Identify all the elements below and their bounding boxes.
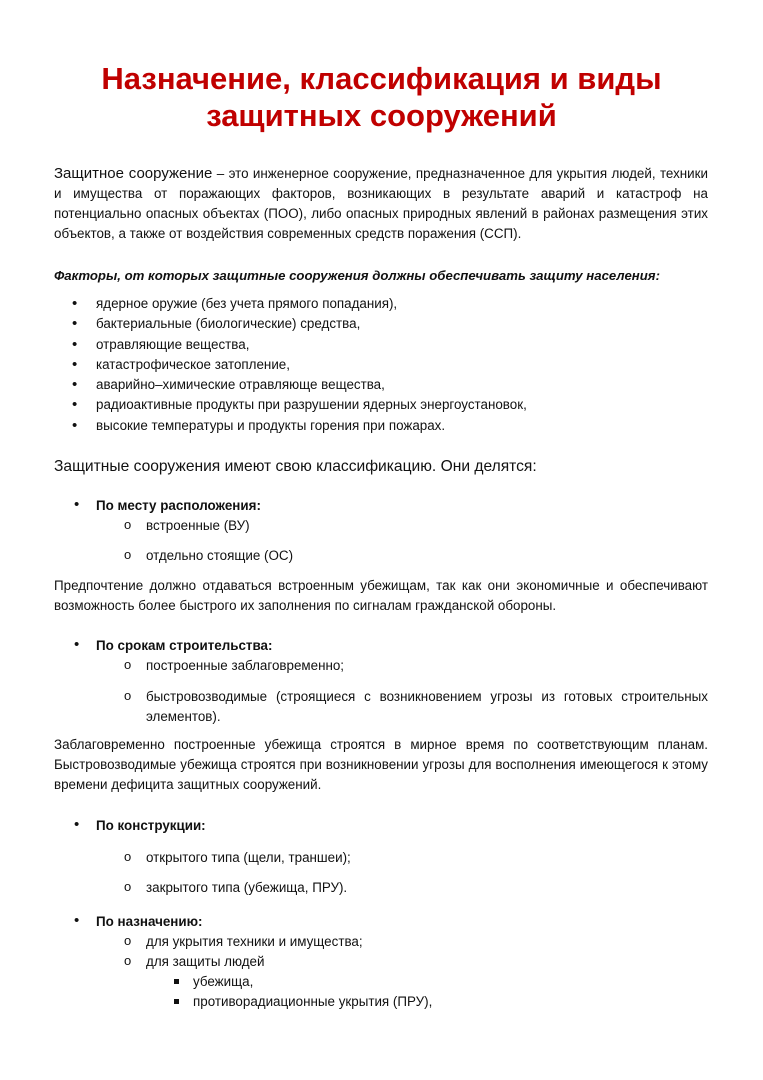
list-item: o открытого типа (щели, траншеи); xyxy=(54,848,708,868)
list-item: o закрытого типа (убежища, ПРУ). xyxy=(54,878,708,898)
location-heading: • По месту расположения: xyxy=(54,496,708,516)
list-item: противорадиационные укрытия (ПРУ), xyxy=(54,992,708,1012)
intro-term: Защитное сооружение xyxy=(54,165,213,182)
list-item: убежища, xyxy=(54,972,708,992)
purpose-heading: • По назначению: xyxy=(54,912,708,932)
list-item: • катастрофическое затопление, xyxy=(54,355,708,375)
list-item: • ядерное оружие (без учета прямого попадания), xyxy=(54,294,708,314)
list-item: o встроенные (ВУ) xyxy=(54,516,708,536)
list-item: • бактериальные (биологические) средства, xyxy=(54,314,708,334)
intro-paragraph xyxy=(54,164,708,244)
factors-list xyxy=(54,294,708,436)
design-group xyxy=(54,816,708,898)
location-note: Предпочтение должно отдаваться встроенным убежищам, так как они экономичные и обеспечивают возможность более быстрого их заполнения по сигналам гражданской обороны. xyxy=(54,578,708,613)
intro-definition: – это инженерное сооружение, предназначенное для укрытия людей, техники и имущества от поражающих факторов, возникающих в результате аварий и катастроф на потенциально опасных объектах (ПОО), либо опасных природных явлений в районах размещения этих объектов, а также от воздействия современных средств поражения (ССП). xyxy=(54,166,708,241)
design-heading: • По конструкции: xyxy=(54,816,708,836)
classification-heading: Защитные сооружения имеют свою классификацию. Они делятся: xyxy=(54,458,537,475)
list-item: • радиоактивные продукты при разрушении ядерных энергоустановок, xyxy=(54,395,708,415)
purpose-group xyxy=(54,912,708,1012)
list-item: • аварийно–химические отравляюще вещества, xyxy=(54,375,708,395)
list-item: o отдельно стоящие (ОС) xyxy=(54,546,708,566)
list-item: o для укрытия техники и имущества; xyxy=(54,932,708,952)
list-item: o быстровозводимые (строящиеся с возникновением угрозы из готовых строительных элементов). xyxy=(54,687,708,727)
list-item: o для защиты людей xyxy=(54,952,708,972)
location-group xyxy=(54,496,708,566)
list-item: • высокие температуры и продукты горения при пожарах. xyxy=(54,416,708,436)
list-item: • отравляющие вещества, xyxy=(54,335,708,355)
construction-time-group xyxy=(54,636,708,727)
list-item: o построенные заблаговременно; xyxy=(54,656,708,676)
factors-heading: Факторы, от которых защитные сооружения должны обеспечивать защиту населения: xyxy=(54,268,660,283)
document-title: Назначение, классификация и виды защитных сооружений xyxy=(101,61,662,133)
construction-time-note: Заблаговременно построенные убежища строятся в мирное время по соответствующим планам. Быстровозводимые убежища строятся при возникновении угрозы для восполнения имеющегося к этому времени дефицита защитных сооружений. xyxy=(54,737,708,792)
construction-time-heading: • По срокам строительства: xyxy=(54,636,708,656)
